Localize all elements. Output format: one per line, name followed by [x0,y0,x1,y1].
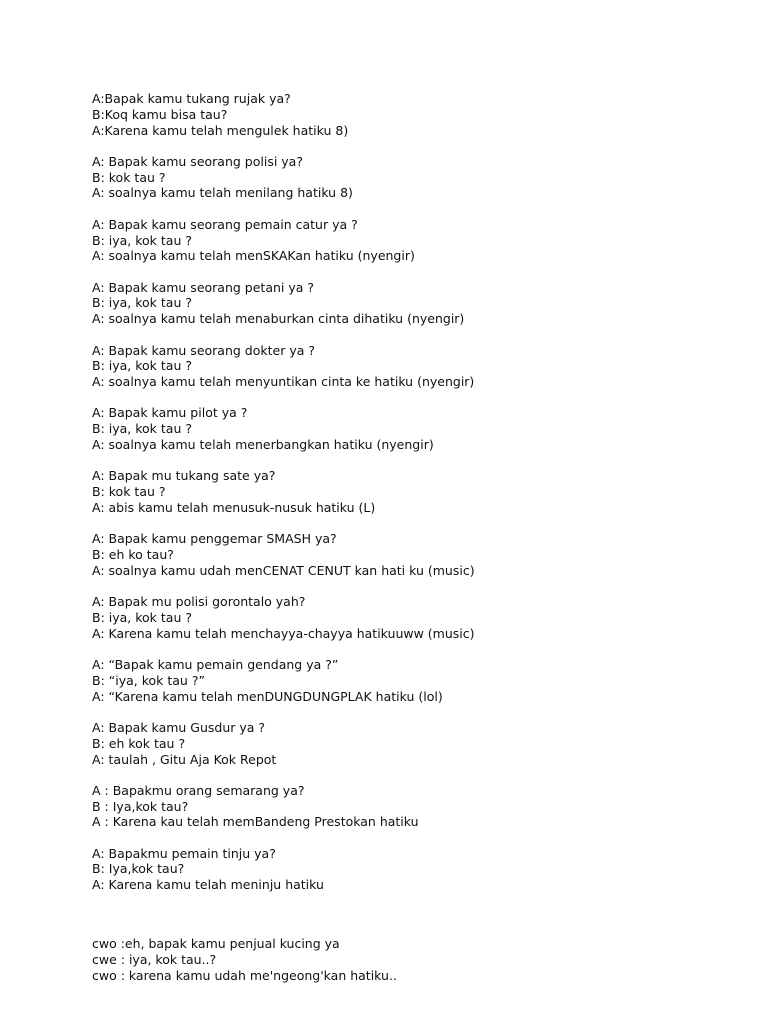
dialogue-block-14 [92,936,742,983]
dialogue-block-7 [92,468,742,515]
dialogue-line: B: eh ko tau? [92,547,174,563]
dialogue-block-8 [92,531,742,578]
dialogue-line: A: soalnya kamu udah menCENAT CENUT kan hati ku (music) [92,562,475,578]
dialogue-line: A: soalnya kamu telah menyuntikan cinta ke hatiku (nyengir) [92,374,475,390]
dialogue-line: A: “Bapak kamu pemain gendang ya ?” [92,657,339,673]
dialogue-line: B:Koq kamu bisa tau? [92,106,228,122]
dialogue-line: A : Karena kau telah memBandeng Prestokan hatiku [92,814,419,830]
dialogue-block-1 [92,91,742,138]
dialogue-line: B: iya, kok tau ? [92,295,192,311]
dialogue-line: A: taulah , Gitu Aja Kok Repot [92,751,277,767]
dialogue-line: A : Bapakmu orang semarang ya? [92,782,305,798]
dialogue-line: A: “Karena kamu telah menDUNGDUNGPLAK hatiku (lol) [92,688,443,704]
dialogue-block-4 [92,280,742,327]
dialogue-line: A:Karena kamu telah mengulek hatiku 8) [92,122,349,138]
dialogue-line: A: Bapakmu pemain tinju ya? [92,845,276,861]
dialogue-line: A: Karena kamu telah menchayya-chayya hatikuuww (music) [92,625,475,641]
dialogue-line: B : Iya,kok tau? [92,798,189,814]
dialogue-line: A: Bapak mu tukang sate ya? [92,468,276,484]
dialogue-block-3 [92,217,742,264]
dialogue-line: B: iya, kok tau ? [92,358,192,374]
dialogue-block-6 [92,405,742,452]
dialogue-line: B: iya, kok tau ? [92,232,192,248]
dialogue-block-10 [92,657,742,704]
dialogue-line: B: iya, kok tau ? [92,421,192,437]
dialogue-line: A: Bapak kamu pilot ya ? [92,405,248,421]
dialogue-line: A:Bapak kamu tukang rujak ya? [92,91,291,106]
dialogue-line: B: eh kok tau ? [92,735,186,751]
dialogue-block-11 [92,720,742,767]
dialogue-line: A: soalnya kamu telah menSKAKan hatiku (nyengir) [92,248,415,264]
dialogue-line: cwe : iya, kok tau..? [92,951,217,967]
dialogue-line: B: “iya, kok tau ?” [92,672,205,688]
dialogue-block-2 [92,154,742,201]
dialogue-line: A: Bapak kamu seorang dokter ya ? [92,342,315,358]
dialogue-line: cwo : karena kamu udah me'ngeong'kan hatiku.. [92,967,397,983]
dialogue-line: A: Bapak kamu seorang polisi ya? [92,153,303,169]
dialogue-line: A: soalnya kamu telah menaburkan cinta dihatiku (nyengir) [92,311,465,327]
dialogue-line: A: Bapak kamu seorang petani ya ? [92,279,315,295]
dialogue-block-13 [92,846,742,893]
dialogue-line: B: kok tau ? [92,169,166,185]
dialogue-line: A: abis kamu telah menusuk-nusuk hatiku (L) [92,499,376,515]
dialogue-line: A: Karena kamu telah meninju hatiku [92,877,324,893]
dialogue-line: cwo :eh, bapak kamu penjual kucing ya [92,936,340,952]
dialogue-block-12 [92,783,742,830]
dialogue-line: A: soalnya kamu telah menerbangkan hatiku (nyengir) [92,437,434,453]
dialogue-line: A: Bapak mu polisi gorontalo yah? [92,594,306,610]
dialogue-line: A: soalnya kamu telah menilang hatiku 8) [92,185,353,201]
document-body [92,91,742,999]
dialogue-block-5 [92,343,742,390]
dialogue-line: B: iya, kok tau ? [92,609,192,625]
dialogue-line: A: Bapak kamu seorang pemain catur ya ? [92,216,358,232]
dialogue-line: B: kok tau ? [92,484,166,500]
dialogue-line: A: Bapak kamu Gusdur ya ? [92,719,266,735]
dialogue-line: B: Iya,kok tau? [92,861,185,877]
dialogue-block-9 [92,594,742,641]
dialogue-line: A: Bapak kamu penggemar SMASH ya? [92,531,337,547]
